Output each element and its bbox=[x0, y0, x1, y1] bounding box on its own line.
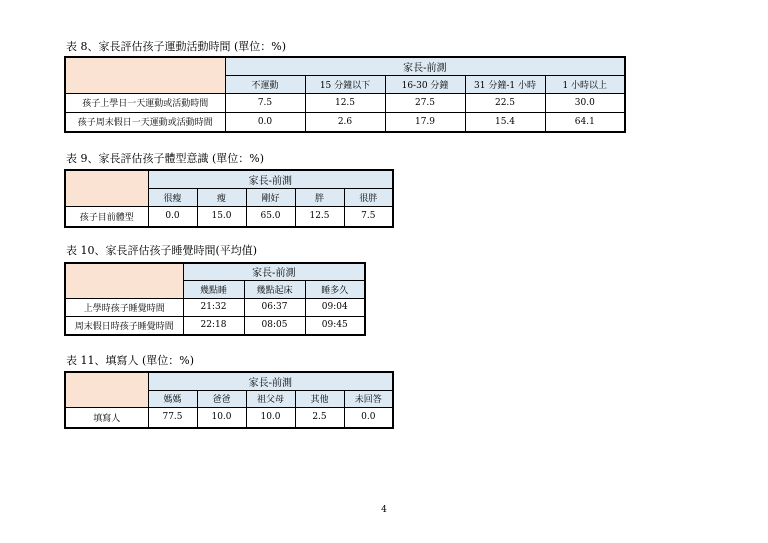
table-cell: 06:37 bbox=[244, 298, 305, 316]
table-8 bbox=[64, 56, 626, 133]
table-cell: 7.5 bbox=[225, 93, 305, 112]
table-cell: 27.5 bbox=[385, 93, 465, 112]
row-label: 上學時孩子睡覺時間 bbox=[65, 298, 183, 316]
row-label: 孩子目前體型 bbox=[65, 206, 148, 227]
table-10-row bbox=[65, 316, 365, 335]
table-cell: 65.0 bbox=[246, 206, 295, 227]
table-11-column-header: 爸爸 bbox=[197, 390, 246, 407]
table-cell: 12.5 bbox=[305, 93, 385, 112]
table-cell: 10.0 bbox=[197, 407, 246, 428]
table-11-group-header: 家長-前測 bbox=[148, 372, 393, 390]
table-10-row bbox=[65, 298, 365, 316]
table-9-row bbox=[65, 206, 393, 227]
table-10-caption: 表 10、家長評估孩子睡覺時間(平均值) bbox=[66, 244, 258, 257]
table-8-row bbox=[65, 112, 625, 132]
table-9-column-header: 很瘦 bbox=[148, 188, 197, 206]
table-cell: 0.0 bbox=[148, 206, 197, 227]
table-10-corner-cell bbox=[65, 263, 183, 298]
table-cell: 09:04 bbox=[305, 298, 365, 316]
table-8-corner-cell bbox=[65, 57, 225, 93]
table-cell: 15.4 bbox=[465, 112, 545, 132]
table-8-column-header: 不運動 bbox=[225, 75, 305, 93]
table-8-column-header: 15 分鐘以下 bbox=[305, 75, 385, 93]
table-10-group-header: 家長-前測 bbox=[183, 263, 365, 280]
table-cell: 64.1 bbox=[545, 112, 625, 132]
table-9-column-header: 很胖 bbox=[344, 188, 393, 206]
table-9-group-header: 家長-前測 bbox=[148, 170, 393, 188]
table-cell: 2.5 bbox=[295, 407, 344, 428]
table-cell: 10.0 bbox=[246, 407, 295, 428]
table-11-row bbox=[65, 407, 393, 428]
table-9-corner-cell bbox=[65, 170, 148, 206]
table-8-column-header: 16-30 分鐘 bbox=[385, 75, 465, 93]
table-11 bbox=[64, 371, 394, 429]
table-10-column-header: 幾點起床 bbox=[244, 280, 305, 298]
table-cell: 0.0 bbox=[225, 112, 305, 132]
table-9-column-header: 瘦 bbox=[197, 188, 246, 206]
table-8-group-header: 家長-前測 bbox=[225, 57, 625, 75]
table-cell: 12.5 bbox=[295, 206, 344, 227]
table-cell: 0.0 bbox=[344, 407, 393, 428]
table-cell: 08:05 bbox=[244, 316, 305, 335]
table-cell: 7.5 bbox=[344, 206, 393, 227]
table-9-caption: 表 9、家長評估孩子體型意識 (單位：%) bbox=[66, 152, 265, 165]
table-11-column-header: 未回答 bbox=[344, 390, 393, 407]
table-11-column-header: 媽媽 bbox=[148, 390, 197, 407]
table-10-column-header: 睡多久 bbox=[305, 280, 365, 298]
table-10-column-header: 幾點睡 bbox=[183, 280, 244, 298]
table-cell: 77.5 bbox=[148, 407, 197, 428]
page-number: 4 bbox=[381, 505, 387, 515]
table-cell: 2.6 bbox=[305, 112, 385, 132]
table-8-column-header: 31 分鐘-1 小時 bbox=[465, 75, 545, 93]
table-cell: 15.0 bbox=[197, 206, 246, 227]
table-cell: 22.5 bbox=[465, 93, 545, 112]
row-label: 孩子周末假日一天運動或活動時間 bbox=[65, 112, 225, 132]
row-label: 孩子上學日一天運動或活動時間 bbox=[65, 93, 225, 112]
table-cell: 22:18 bbox=[183, 316, 244, 335]
table-cell: 30.0 bbox=[545, 93, 625, 112]
table-cell: 21:32 bbox=[183, 298, 244, 316]
row-label: 填寫人 bbox=[65, 407, 148, 428]
table-11-column-header: 祖父母 bbox=[246, 390, 295, 407]
table-cell: 17.9 bbox=[385, 112, 465, 132]
table-10 bbox=[64, 262, 366, 336]
table-9-column-header: 剛好 bbox=[246, 188, 295, 206]
row-label: 周末假日時孩子睡覺時間 bbox=[65, 316, 183, 335]
table-8-caption: 表 8、家長評估孩子運動活動時間 (單位：%) bbox=[66, 40, 287, 53]
table-8-column-header: 1 小時以上 bbox=[545, 75, 625, 93]
table-8-row bbox=[65, 93, 625, 112]
table-11-caption: 表 11、填寫人 (單位：%) bbox=[66, 354, 195, 367]
table-11-column-header: 其他 bbox=[295, 390, 344, 407]
table-11-corner-cell bbox=[65, 372, 148, 407]
table-9 bbox=[64, 169, 394, 228]
table-9-column-header: 胖 bbox=[295, 188, 344, 206]
table-cell: 09:45 bbox=[305, 316, 365, 335]
